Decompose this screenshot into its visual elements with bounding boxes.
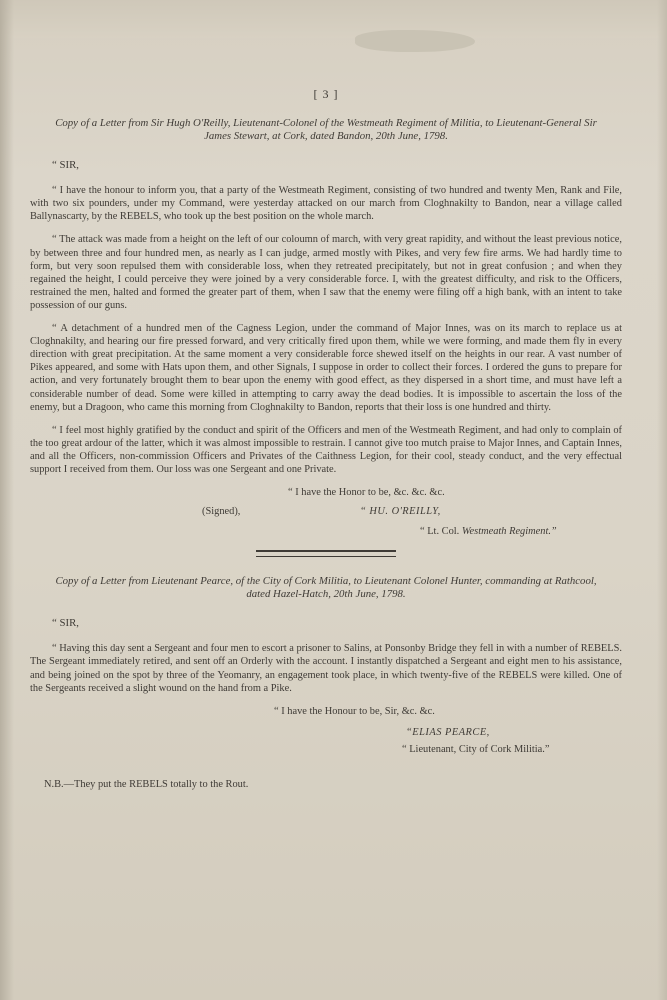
page-number: [ 3 ]	[313, 87, 339, 101]
letter2-salutation: “ SIR,	[52, 617, 79, 630]
paper-tear	[355, 30, 475, 52]
letter1-signer: “ HU. O'REILLY,	[360, 506, 441, 518]
signed-label: (Signed),	[202, 506, 241, 518]
letter1-closing: “ I have the Honor to be, &c. &c. &c.	[288, 487, 445, 499]
letter1-heading: Copy of a Letter from Sir Hugh O'Reilly, Lieutenant-Colonel of the Westmeath Regiment of Militia, to Lieutenant-General Sir James Stewart, at Cork, dated Bandon, 20th June, 1798.	[55, 117, 597, 143]
signer-regiment: Westmeath Regiment.”	[461, 526, 557, 538]
letter2-paragraph-1: “ Having this day sent a Sergeant and four men to escort a prisoner to Salins, at Ponsonby Bridge they fell in with a number of REBELS. The Sergeant immediately retired, and sent off an Orderly with the account. I instantly dispatched a Sergeant and eight men to his assistance, and being joined on the spot by three of the Yeomanry, an engagement took place, in which twenty-five of the REBELS were killed. One of the Sergeants received a slight wound on the hand from a Pike.	[30, 643, 622, 694]
letter1-signature-row	[30, 505, 622, 521]
letter1-signer-title	[420, 525, 622, 538]
letter1-paragraph-4: “ I feel most highly gratified by the conduct and spirit of the Officers and men of the Westmeath Regiment, and had only to complain of the too great ardour of the latter, which it was almost impossible to restrain. I cannot give too mutch praise to Major Innes, and Captain Innes, and all the Officers, non-commission Officers and Privates of the Caithness Legion, for their cool, steady conduct, and the very effectual support I received from them. Our loss was one Sergeant and one Private.	[30, 424, 622, 475]
page-right-shadow	[657, 0, 667, 1000]
letter1-salutation: “ SIR,	[52, 159, 79, 172]
letter2-closing: “ I have the Honour to be, Sir, &c. &c.	[274, 705, 435, 717]
letter1-paragraph-1: “ I have the honour to inform you, that a party of the Westmeath Regiment, consisting of two hundred and twenty Men, Rank and File, with two six pounders, under my Command, were yesterday attacked on our march from Cloghnakilty to Bandon, near a village called Ballynascarty, by the REBELS, who took up the best position on the whole march.	[30, 185, 622, 223]
letter2-signer-title: “ Lieutenant, City of Cork Militia.”	[402, 743, 550, 755]
document-body	[30, 88, 622, 791]
page-top-edge	[0, 0, 667, 38]
nb-note: N.B.—They put the REBELS totally to the Rout.	[44, 779, 249, 790]
signer-rank: “ Lt. Col.	[420, 526, 460, 538]
section-divider	[256, 550, 396, 557]
letter1-paragraph-3: “ A detachment of a hundred men of the Cagness Legion, under the command of Major Innes, was on its march to replace us at Cloghnakilty, and hearing our fire pressed forward, and very critically fired upon them, while we were forming, and made them fly in every direction with great precipitation. At the same moment a very considerable force shewed itself on the heights in our rear. A vast number of Pikes appeared, and some with Hats upon them, and other Signals, I suppose in order to collect their forces. I ordered the guns to prepare for action, and very fortunately brought them to bear upon the enemy with good effect, as they dispersed in a short time, and must have left a considerable number of dead. Some were killed in attempting to carry away the dead bodies. It is impossible to ascertain the loss of the enemy, but a Dragoon, who came this morning from Cloghnakilty to Bandon, reports that their loss is one hundred and thirty.	[30, 323, 622, 413]
letter2-signer: “ELIAS PEARCE,	[406, 726, 490, 738]
letter2-heading: Copy of a Letter from Lieutenant Pearce, of the City of Cork Militia, to Lieutenant Colonel Hunter, commanding at Rathcool, dated Hazel-Hatch, 20th June, 1798.	[55, 575, 597, 601]
page-left-shadow	[0, 0, 14, 1000]
letter1-paragraph-2: “ The attack was made from a height on the left of our coloumn of march, with very great rapidity, and without the least previous notice, by between three and four hundred men, as nearly as I can judge, armed mostly with Pikes, and very few fire arms. We had hardly time to form, but very soon repulsed them with considerable loss, when they retreated precipitately, but not in great confusion ; and when they regained the height, I could perceive they were joined by a very considerable force. I, with the greatest difficulty, and risk to the Officers, restrained the men, halted and formed the greater part of them, when I saw that the enemy were filing off a high bank, with an intent to take possession of our guns.	[30, 234, 622, 311]
